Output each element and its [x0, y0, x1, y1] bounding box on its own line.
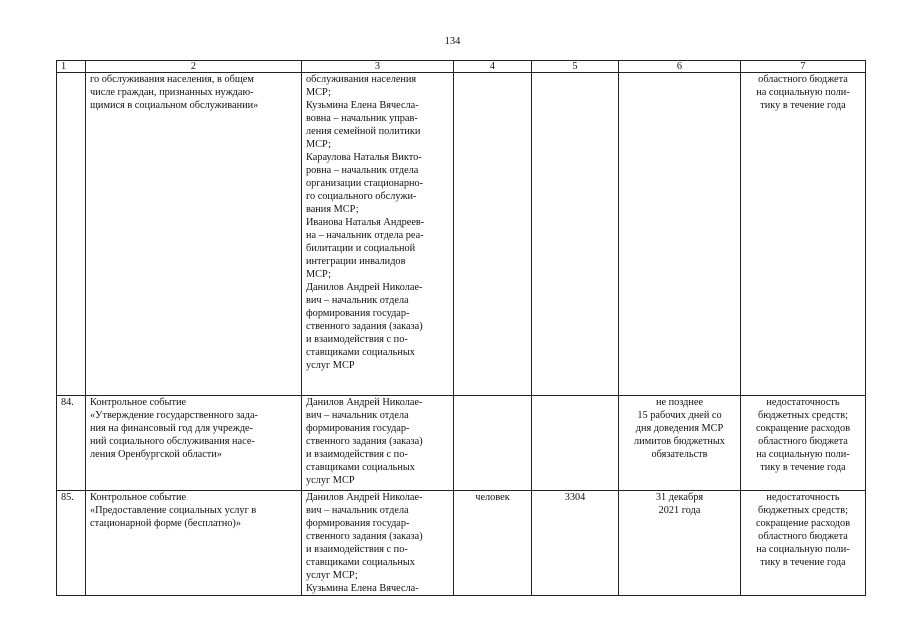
header-cell-5: 5 — [532, 61, 619, 73]
header-cell-1: 1 — [57, 61, 86, 73]
table-row — [57, 491, 866, 596]
deadline-cell: 31 декабря 2021 года — [619, 491, 741, 596]
responsible-cell: Данилов Андрей Николае- вич – начальник отдела формирования государ- ственного задания (заказа) и взаимодействия с по- ставщиками социальных услуг МСР; Кузьмина Елена Вячесла- — [302, 491, 454, 596]
header-cell-3: 3 — [302, 61, 454, 73]
risk-cell: областного бюджета на социальную поли- тику в течение года — [741, 73, 866, 396]
unit-cell — [454, 73, 532, 396]
header-cell-6: 6 — [619, 61, 741, 73]
responsible-cell: обслуживания населения МСР; Кузьмина Елена Вячесла- вовна – начальник управ- ления семейной политики МСР; Караулова Наталья Викто- ровна – начальник отдела организации стационарно- го социального обслужи- вания МСР; Иванова Наталья Андреев- на – начальник отдела реа- билитации и социальной интеграции инвалидов МСР; Данилов Андрей Николае- вич – начальник отдела формирования государ- ственного задания (заказа) и взаимодействия с по- ставщиками социальных услуг МСР — [302, 73, 454, 396]
value-cell: 3304 — [532, 491, 619, 596]
risk-cell: недостаточность бюджетных средств; сокращение расходов областного бюджета на социальную поли- тику в течение года — [741, 491, 866, 596]
table-row — [57, 396, 866, 491]
row-number-cell: 85. — [57, 491, 86, 596]
risk-cell: недостаточность бюджетных средств; сокращение расходов областного бюджета на социальную поли- тику в течение года — [741, 396, 866, 491]
unit-cell — [454, 396, 532, 491]
value-cell — [532, 396, 619, 491]
responsible-cell: Данилов Андрей Николае- вич – начальник отдела формирования государ- ственного задания (заказа) и взаимодействия с по- ставщиками социальных услуг МСР — [302, 396, 454, 491]
row-number-cell: 84. — [57, 396, 86, 491]
row-number-cell — [57, 73, 86, 396]
event-cell: Контрольное событие «Утверждение государственного зада- ния на финансовый год для учрежде- ний социального обслуживания насе- ления Оренбургской области» — [86, 396, 302, 491]
header-row — [57, 61, 866, 73]
header-cell-4: 4 — [454, 61, 532, 73]
unit-cell: человек — [454, 491, 532, 596]
page-number: 134 — [444, 36, 461, 47]
header-cell-7: 7 — [741, 61, 866, 73]
event-cell: Контрольное событие «Предоставление социальных услуг в стационарной форме (бесплатно)» — [86, 491, 302, 596]
plan-table — [56, 60, 866, 596]
value-cell — [532, 73, 619, 396]
header-cell-2: 2 — [86, 61, 302, 73]
deadline-cell — [619, 73, 741, 396]
table-row — [57, 73, 866, 396]
deadline-cell: не позднее 15 рабочих дней со дня доведения МСР лимитов бюджетных обязательств — [619, 396, 741, 491]
event-cell: го обслуживания населения, в общем числе граждан, признанных нуждаю- щимися в социальном обслуживании» — [86, 73, 302, 396]
